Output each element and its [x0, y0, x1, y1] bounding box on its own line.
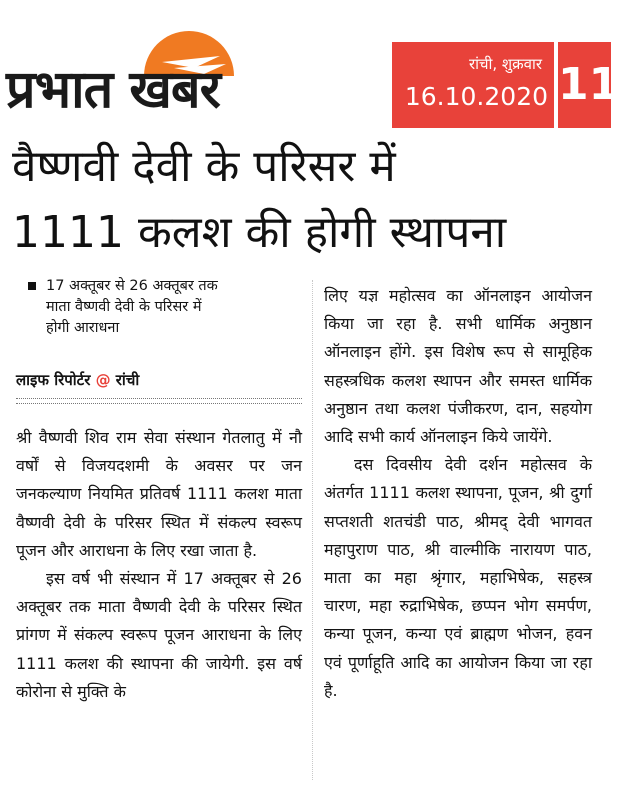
highlight-box [28, 276, 298, 339]
article-column-2 [324, 282, 592, 705]
byline [16, 370, 139, 390]
column-2-paragraph-1: लिए यज्ञ महोत्सव का ऑनलाइन आयोजन किया जा रहा है. सभी धार्मिक अनुष्ठान ऑनलाइन होंगे. इस विशेष रूप से सामूहिक सहस्त्रधिक कलश स्थापन और समस्त धार्मिक अनुष्ठान तथा कलश पंजीकरण, दान, सहयोग आदि सभी कार्य ऑनलाइन किये जायेंगे. [324, 286, 592, 447]
highlight-line-3: होगी आराधना [46, 320, 120, 336]
page-number: 11 [556, 42, 611, 128]
article-column-1 [16, 424, 302, 706]
byline-divider [16, 398, 302, 404]
newspaper-logo [6, 34, 346, 124]
issue-date: 16.10.2020 [404, 82, 548, 111]
logo-text: प्रभात खबर [6, 60, 220, 120]
highlight-line-1: 17 अक्तूबर से 26 अक्तूबर तक [46, 278, 218, 294]
city-day: रांची, शुक्रवार [468, 55, 542, 73]
headline-line-2: 1111 कलश की होगी स्थापना [12, 207, 507, 258]
column-2-paragraph-2: दस दिवसीय देवी दर्शन महोत्सव के अंतर्गत 1111 कलश स्थापना, पूजन, श्री दुर्गा सप्तशती शतचंडी पाठ, श्रीमद् देवी भागवत महापुराण पाठ, श्री वाल्मीकि नारायण पाठ, माता का महा श्रृंगार, महाभिषेक, सहस्त्र चारण, महा रुद्राभिषेक, छप्पन भोग समर्पण, कन्या पूजन, कन्या एवं ब्राह्मण भोजन, हवन एवं पूर्णाहूति आदि का आयोजन किया जा रहा है. [324, 455, 592, 700]
column-1-paragraph-2: इस वर्ष भी संस्थान में 17 अक्तूबर से 26 अक्तूबर तक माता वैष्णवी देवी के परिसर स्थित प्रांगण में संकल्प स्वरूप पूजन आराधना के लिए 1111 कलश की स्थापना की जायेगी. इस वर्ष कोरोना से मुक्ति के [16, 569, 302, 701]
masthead [0, 0, 619, 130]
byline-reporter: लाइफ रिपोर्टर [16, 371, 91, 389]
byline-city: रांची [115, 371, 140, 389]
date-block [392, 42, 554, 128]
column-divider [312, 280, 313, 780]
highlight-line-2: माता वैष्णवी देवी के परिसर में [46, 299, 202, 315]
headline-line-1: वैष्णवी देवी के परिसर में [12, 141, 396, 192]
byline-at: @ [95, 371, 111, 389]
column-1-paragraph-1: श्री वैष्णवी शिव राम सेवा संस्थान गेतलातु में नौ वर्षों से विजयदशमी के अवसर पर जन जनकल्याण नियमित प्रतिवर्ष 1111 कलश माता वैष्णवी देवी के परिसर स्थित में संकल्प स्वरूप पूजन और आराधना के लिए रखा जाता है. [16, 428, 302, 560]
headline [12, 134, 602, 266]
square-bullet-icon [28, 282, 36, 290]
